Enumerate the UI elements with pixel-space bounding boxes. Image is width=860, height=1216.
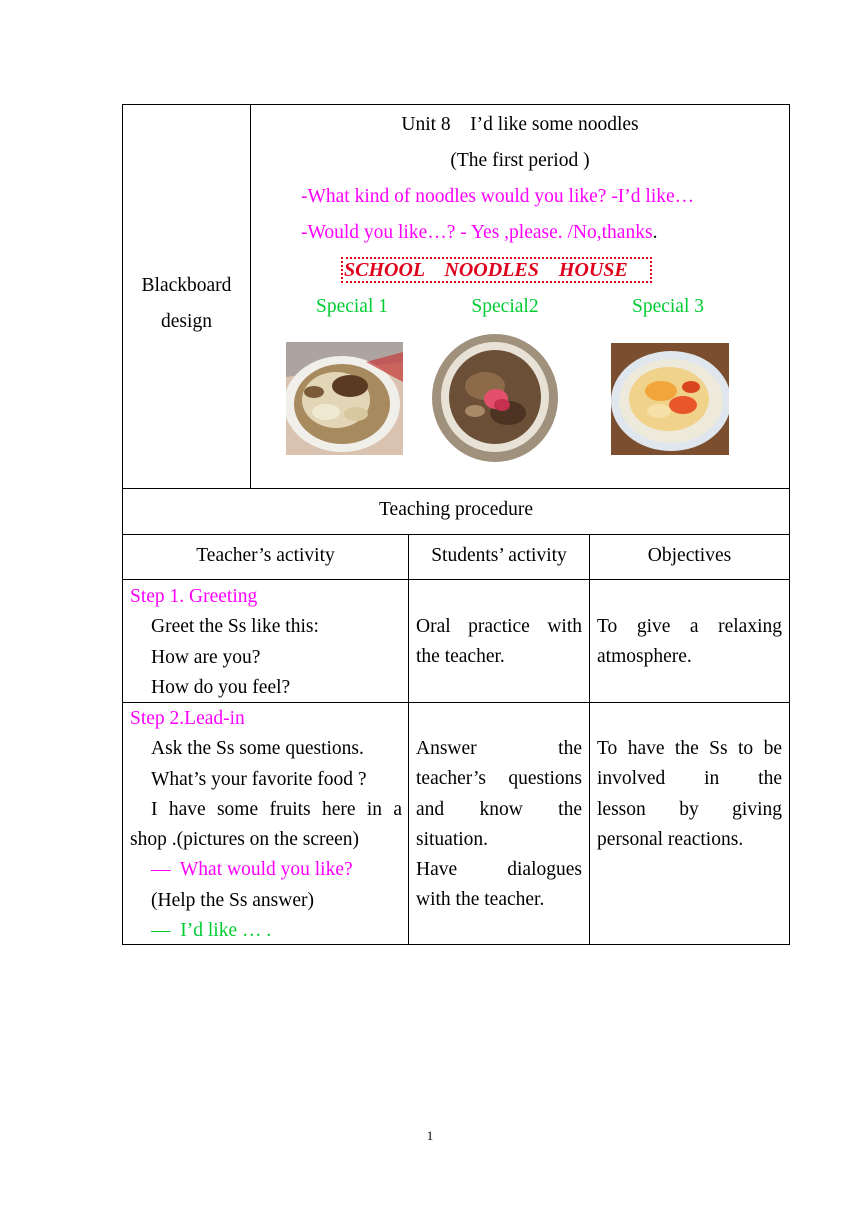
table-row-border bbox=[122, 488, 790, 489]
step1-students-line: the teacher. bbox=[416, 646, 505, 668]
column-divider bbox=[408, 534, 409, 945]
step2-line: I have some fruits here in a bbox=[151, 798, 402, 820]
header-students-activity: Students’ activity bbox=[431, 545, 567, 566]
step2-line: (Help the Ss answer) bbox=[151, 889, 314, 911]
special-label-1: Special 1 bbox=[315, 296, 389, 317]
question-line-2-text: -Would you like…? - Yes ,please. /No,thanks bbox=[301, 222, 653, 243]
table-row-border bbox=[122, 579, 790, 580]
step2-students-line: teacher’s questions bbox=[416, 768, 582, 790]
page-number: 1 bbox=[426, 1128, 434, 1143]
step2-objectives-line: To have the Ss to be bbox=[597, 738, 782, 759]
step2-students-line: situation. bbox=[416, 828, 489, 850]
step2-objectives-line: lesson by giving bbox=[597, 798, 782, 820]
blackboard-label-line1: Blackboard bbox=[141, 275, 232, 296]
step1-title: Step 1. Greeting bbox=[130, 586, 258, 607]
step2-line-question: — What would you like? bbox=[151, 859, 353, 881]
noodle-photo-1 bbox=[286, 342, 403, 455]
step1-objectives-line: To give a relaxing bbox=[597, 616, 782, 637]
step1-objectives-line: atmosphere. bbox=[597, 646, 692, 668]
noodle-photo-3 bbox=[611, 343, 729, 455]
step2-students-line: Have dialogues bbox=[416, 859, 582, 881]
shop-name: SCHOOL NOODLES HOUSE bbox=[344, 259, 628, 281]
step2-students-line: Answer the bbox=[416, 738, 582, 759]
header-teacher-activity: Teacher’s activity bbox=[196, 545, 335, 566]
step1-students-cell bbox=[416, 612, 582, 673]
question-line-2-period: . bbox=[652, 222, 658, 243]
blackboard-label bbox=[123, 268, 250, 340]
step1-objectives-cell bbox=[597, 612, 782, 673]
step2-line: Ask the Ss some questions. bbox=[151, 738, 364, 760]
table-left-border bbox=[122, 104, 123, 945]
step1-line: How are you? bbox=[151, 646, 261, 668]
question-line-1: -What kind of noodles would you like? -I’d like… bbox=[301, 186, 695, 207]
column-divider bbox=[589, 534, 590, 945]
table-row-border bbox=[122, 534, 790, 535]
step2-objectives-line: involved in the bbox=[597, 768, 782, 790]
step2-teacher-cell bbox=[130, 704, 402, 946]
procedure-title: Teaching procedure bbox=[378, 499, 533, 520]
header-objectives: Objectives bbox=[647, 545, 732, 566]
step2-title: Step 2.Lead-in bbox=[130, 708, 245, 729]
step1-teacher-cell bbox=[130, 582, 402, 703]
step2-line: What’s your favorite food ? bbox=[151, 768, 367, 790]
table-top-border bbox=[122, 104, 790, 105]
special-label-3: Special 3 bbox=[631, 296, 705, 317]
period-subtitle: (The first period ) bbox=[450, 150, 590, 171]
step2-students-line: and know the bbox=[416, 798, 582, 820]
special-label-2: Special2 bbox=[471, 296, 539, 317]
unit-title: Unit 8 I’d like some noodles bbox=[401, 114, 639, 135]
step2-objectives-line: personal reactions. bbox=[597, 828, 744, 850]
table-right-border bbox=[789, 104, 790, 945]
step1-line: How do you feel? bbox=[151, 676, 291, 698]
step2-line: shop .(pictures on the screen) bbox=[130, 829, 360, 851]
question-line-2 bbox=[301, 222, 657, 244]
noodle-photo-2 bbox=[430, 331, 561, 466]
blackboard-label-line2: design bbox=[161, 311, 212, 332]
step2-students-line: with the teacher. bbox=[416, 889, 545, 911]
step2-objectives-cell bbox=[597, 734, 782, 855]
step1-line: Greet the Ss like this: bbox=[151, 616, 319, 638]
step1-students-line: Oral practice with bbox=[416, 616, 582, 637]
step2-line-answer: — I’d like … . bbox=[151, 920, 272, 942]
step2-students-cell bbox=[416, 734, 582, 916]
